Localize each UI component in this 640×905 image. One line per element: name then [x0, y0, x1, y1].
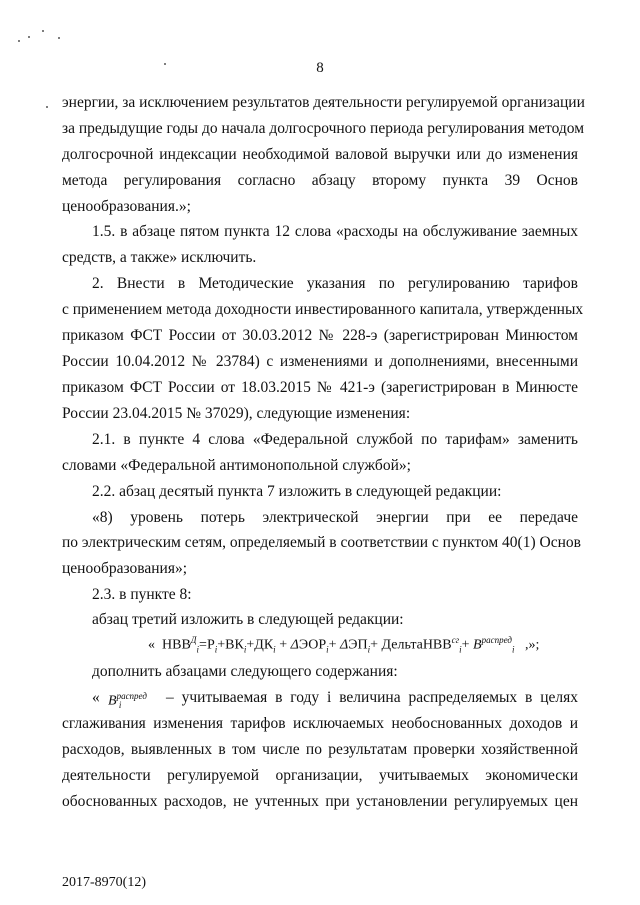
- b-symbol: $B^{распред}_i$: [108, 691, 147, 711]
- formula: « $НВВ^Д_i=Р_i+ВК_i+ДК_i + \Delta ЭОР_i+ \Delta ЭП_i+$ ДельтаНВВ$^{сг}_i$+ $B^{распред}_i$ ,»;: [148, 635, 540, 655]
- text-line: абзац третий изложить в следующей редакции:: [92, 611, 404, 628]
- text-line: за предыдущие годы до начала долгосрочного периода регулирования методом: [62, 120, 585, 137]
- text-line: средств, а также» исключить.: [62, 249, 257, 266]
- text-line: России 10.04.2012 № 23784) с изменениями и дополнениями, внесенными: [62, 353, 578, 370]
- text-line: ценообразования»;: [62, 560, 188, 577]
- text-line: дополнить абзацами следующего содержания:: [92, 663, 398, 680]
- text-line: приказом ФСТ России от 30.03.2012 № 228-э (зарегистрирован Минюстом: [62, 327, 578, 344]
- text-line: – учитываемая в году i величина распределяемых в целях: [166, 689, 578, 706]
- text-line: 2. Внести в Методические указания по регулированию тарифов: [92, 275, 578, 292]
- text-line: долгосрочной индексации необходимой валовой выручки или до изменения: [62, 146, 578, 163]
- text-line: сглаживания изменения тарифов исключаемых необоснованных доходов и: [62, 715, 578, 732]
- scan-speck: [18, 40, 20, 42]
- scan-speck: [42, 30, 44, 32]
- text-line: 2.3. в пункте 8:: [92, 586, 192, 603]
- scan-speck: [58, 37, 60, 39]
- text-line: энергии, за исключением результатов деятельности регулируемой организации: [62, 94, 585, 111]
- quote-mark: «: [92, 689, 100, 706]
- scan-speck: [46, 106, 48, 108]
- text-line: 2.1. в пункте 4 слова «Федеральной службой по тарифам» заменить: [92, 431, 578, 448]
- text-line: России 23.04.2015 № 37029), следующие изменения:: [62, 405, 411, 422]
- page-number: 8: [316, 60, 324, 76]
- text-line: метода регулирования согласно абзацу второму пункта 39 Основ: [62, 172, 578, 189]
- text-line: обоснованных расходов, не учтенных при установлении регулируемых цен: [62, 793, 578, 810]
- text-line: «8) уровень потерь электрической энергии при ее передаче: [92, 509, 578, 526]
- text-line: словами «Федеральной антимонопольной службой»;: [62, 457, 411, 474]
- text-line: ценообразования.»;: [62, 198, 191, 215]
- document-code: 2017-8970(12): [62, 875, 146, 890]
- text-line: по электрическим сетям, определяемый в соответствии с пунктом 40(1) Основ: [62, 534, 581, 551]
- text-line: приказом ФСТ России от 18.03.2015 № 421-э (зарегистрирован в Минюсте: [62, 379, 578, 396]
- scan-speck: [28, 36, 30, 38]
- text-line: расходов, выявленных в том числе по результатам проверки хозяйственной: [62, 741, 578, 758]
- text-line: с применением метода доходности инвестированного капитала, утвержденных: [62, 301, 584, 318]
- text-line: 2.2. абзац десятый пункта 7 изложить в следующей редакции:: [92, 483, 502, 500]
- text-line: деятельности регулируемой организации, учитываемых экономически: [62, 767, 578, 784]
- text-line: 1.5. в абзаце пятом пункта 12 слова «расходы на обслуживание заемных: [92, 223, 578, 240]
